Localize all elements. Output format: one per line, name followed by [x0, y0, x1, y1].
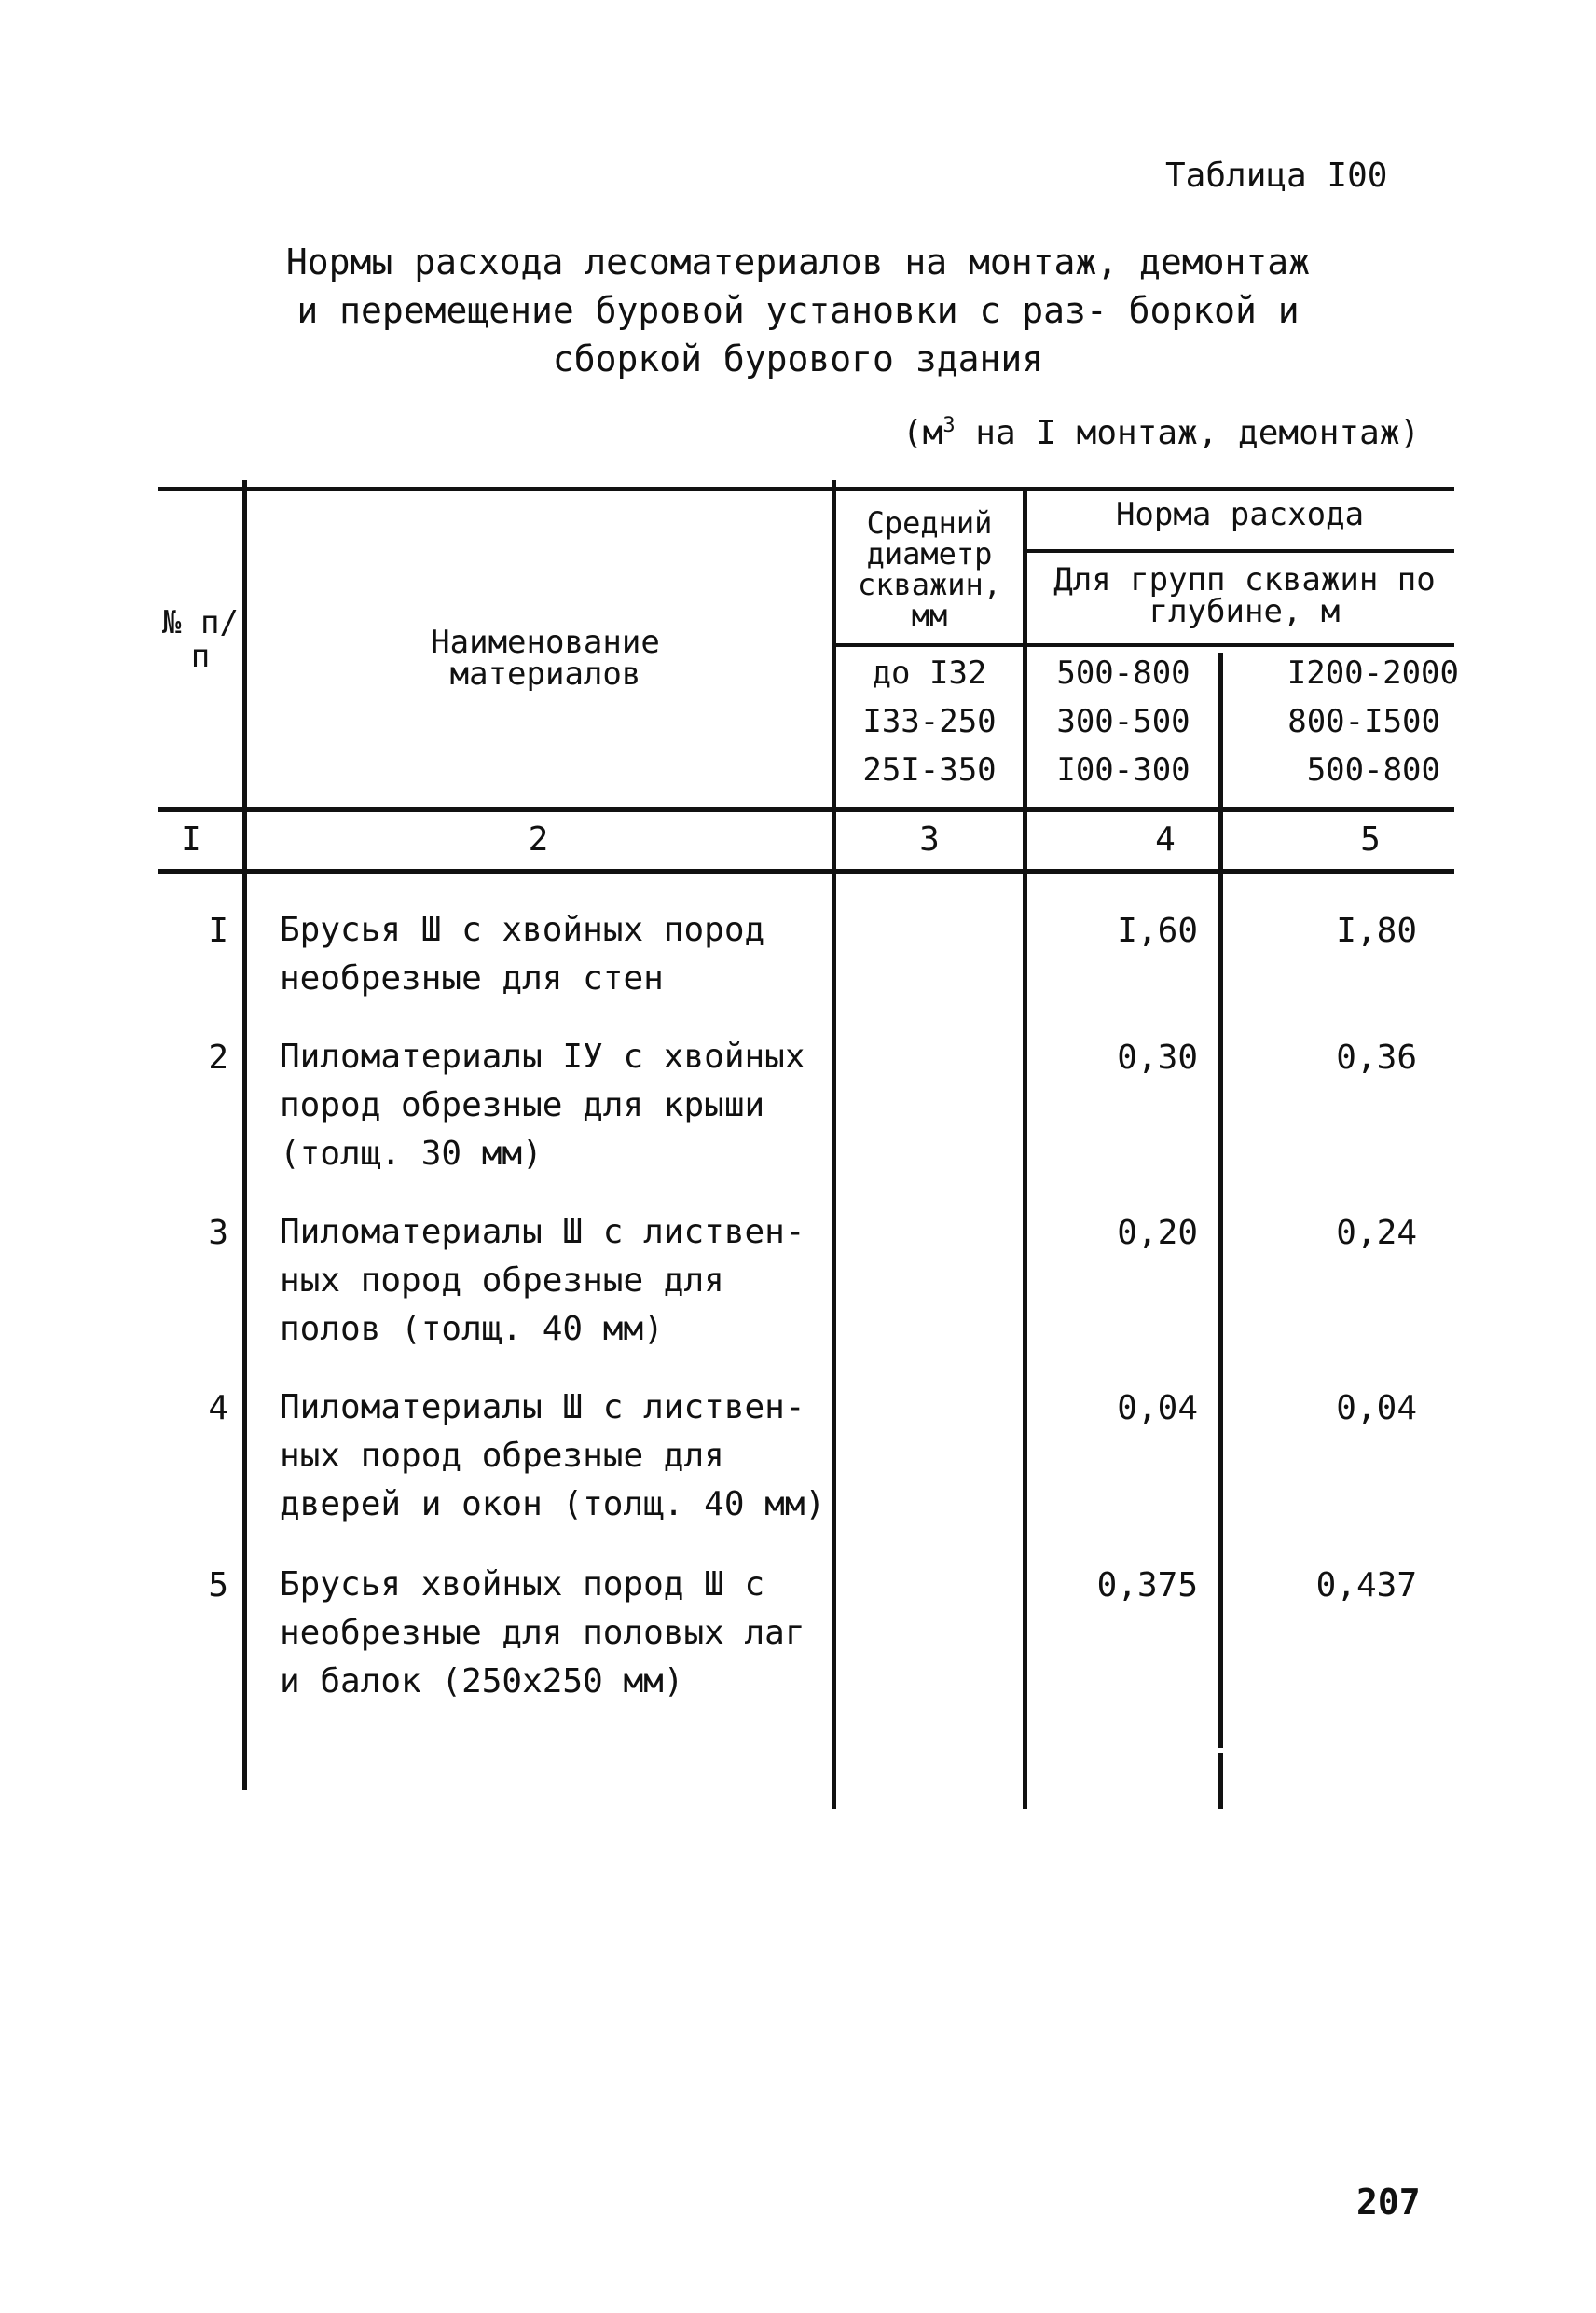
row-1-col5: I,80 — [1336, 912, 1417, 950]
header-bottom-rule — [158, 807, 1454, 812]
row-1-material: Брусья Ш с хвойных пород необрезные для стен — [280, 911, 765, 998]
column-divider-3 — [1023, 487, 1027, 1809]
subheader-rule — [834, 643, 1454, 647]
row-5-material: Брусья хвойных пород Ш с необрезные для половых лаг и балок (250х250 мм) — [280, 1565, 805, 1700]
row-5-col5: 0,437 — [1315, 1566, 1417, 1604]
diameter-range-3: 25I-350 — [862, 751, 997, 789]
table-title: Нормы расхода лесоматериалов на монтаж, демонтаж и перемещение буровой установки с раз- боркой и сборкой бурового здания — [285, 241, 1311, 379]
column-number-5: 5 — [1360, 820, 1381, 859]
row-3-col4: 0,20 — [1117, 1214, 1198, 1252]
column-number-4: 4 — [1155, 820, 1176, 859]
row-4-col4: 0,04 — [1117, 1389, 1198, 1427]
row-2-number: 2 — [208, 1039, 228, 1077]
column-divider-1 — [242, 480, 247, 1790]
row-2-col5: 0,36 — [1336, 1039, 1417, 1077]
column-number-2: 2 — [528, 820, 549, 859]
depth-range-col5-2: 800-I500 — [1287, 703, 1440, 740]
header-groups: Для групп скважин по глубине, м — [1053, 561, 1436, 630]
row-5-number: 5 — [208, 1566, 228, 1604]
row-4-col5: 0,04 — [1336, 1389, 1417, 1427]
column-number-1: I — [181, 820, 201, 859]
groups-rule — [1025, 549, 1454, 553]
header-diameter: Средний диаметр скважин, мм — [857, 505, 1002, 633]
header-norm: Норма расхода — [1115, 496, 1365, 533]
row-1-col4: I,60 — [1117, 912, 1198, 950]
page-number: 207 — [1356, 2182, 1421, 2223]
row-4-material: Пиломатериалы Ш с листвен- ных пород обрезные для дверей и окон (толщ. 40 мм) — [280, 1388, 826, 1523]
header-name: Наименование материалов — [431, 624, 660, 693]
row-1-number: I — [208, 912, 228, 950]
row-4-number: 4 — [208, 1389, 228, 1427]
diameter-range-1: до I32 — [872, 654, 987, 692]
units-prefix: (м — [902, 414, 943, 452]
depth-range-col4-2: 300-500 — [1056, 703, 1190, 740]
depth-range-col5-1: I200-2000 — [1286, 654, 1459, 692]
diameter-range-2: I33-250 — [862, 703, 997, 740]
column-divider-4-lower — [1218, 1753, 1223, 1809]
column-divider-4-upper — [1218, 653, 1223, 1748]
column-number-3: 3 — [919, 820, 940, 859]
row-3-number: 3 — [208, 1214, 228, 1252]
row-3-material: Пиломатериалы Ш с листвен- ных пород обрезные для полов (толщ. 40 мм) — [280, 1213, 805, 1348]
row-3-col5: 0,24 — [1336, 1214, 1417, 1252]
depth-range-col5-3: 500-800 — [1306, 751, 1440, 789]
units-suffix: на I монтаж, демонтаж) — [955, 414, 1421, 452]
row-2-col4: 0,30 — [1117, 1039, 1198, 1077]
table-top-rule — [158, 487, 1454, 491]
units-superscript: 3 — [942, 414, 956, 437]
row-5-col4: 0,375 — [1096, 1566, 1198, 1604]
column-numbers-rule — [158, 869, 1454, 874]
header-number: № п/п — [162, 604, 239, 675]
row-2-material: Пиломатериалы IУ с хвойных пород обрезные для крыши (толщ. 30 мм) — [280, 1038, 805, 1173]
table-label: Таблица I00 — [1165, 157, 1388, 195]
depth-range-col4-3: I00-300 — [1056, 751, 1190, 789]
units-note — [902, 414, 1420, 452]
depth-range-col4-1: 500-800 — [1056, 654, 1190, 692]
